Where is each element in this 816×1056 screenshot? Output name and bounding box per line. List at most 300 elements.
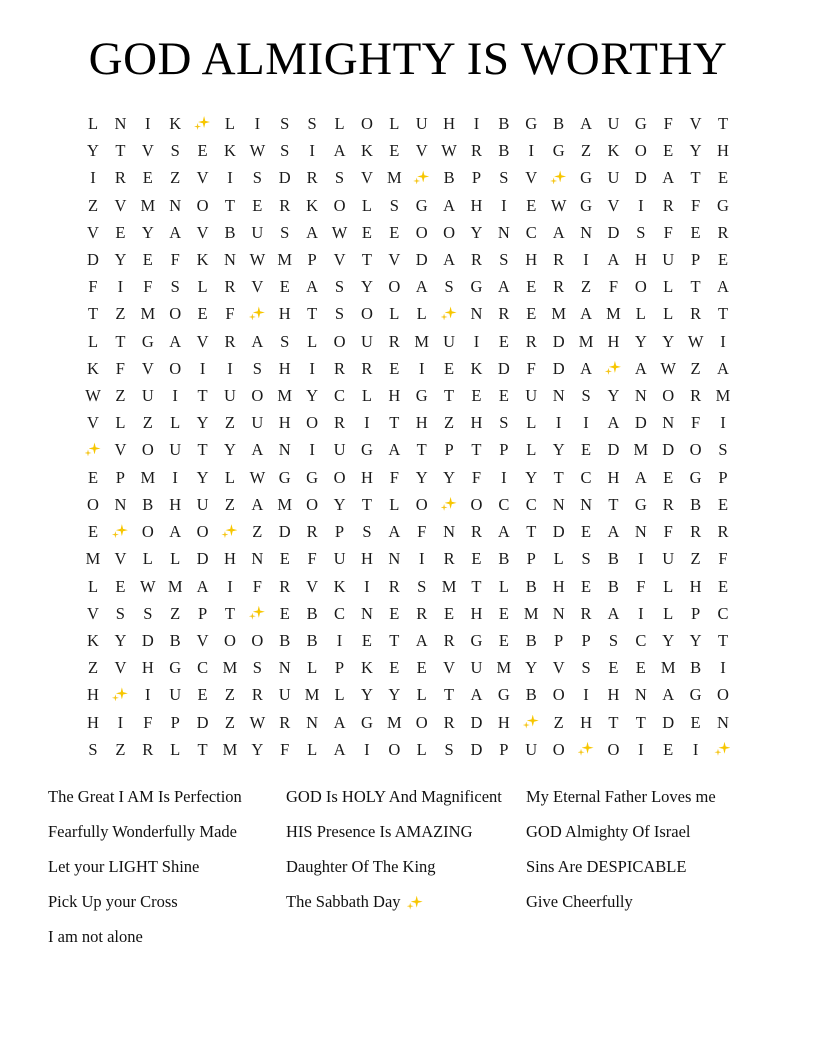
grid-cell-letter[interactable]: U [251,222,264,242]
grid-cell-letter[interactable]: R [470,522,482,542]
grid-cell-letter[interactable]: F [471,467,482,487]
grid-cell-letter[interactable]: V [87,413,99,433]
grid-cell-letter[interactable]: S [170,277,180,297]
grid-cell-letter[interactable]: E [717,576,729,596]
grid-cell-letter[interactable]: O [634,277,647,297]
grid-cell-letter[interactable]: I [638,603,644,623]
grid-cell-letter[interactable]: A [388,440,401,460]
grid-cell-letter[interactable]: S [280,331,290,351]
grid-cell-letter[interactable]: I [172,386,178,406]
grid-cell-letter[interactable]: U [141,386,154,406]
word-list-item[interactable]: I am not alone [48,926,143,946]
grid-cell-letter[interactable]: R [580,603,592,623]
grid-cell-sparkle[interactable] [107,681,134,708]
grid-cell-letter[interactable]: O [196,195,209,215]
grid-cell-letter[interactable]: B [498,549,510,569]
grid-cell-letter[interactable]: K [607,141,620,161]
grid-cell-letter[interactable]: D [470,712,483,732]
grid-cell-letter[interactable]: Z [115,386,126,406]
grid-cell-letter[interactable]: N [552,494,565,514]
grid-cell-letter[interactable]: E [580,576,592,596]
grid-cell-letter[interactable]: H [689,576,702,596]
grid-cell-letter[interactable]: R [334,413,346,433]
grid-cell-letter[interactable]: L [87,331,99,351]
grid-cell-letter[interactable]: K [196,250,209,270]
grid-cell-letter[interactable]: R [306,522,318,542]
grid-cell-letter[interactable]: S [280,222,290,242]
grid-cell-letter[interactable]: E [279,603,290,623]
grid-cell-letter[interactable]: H [717,141,729,161]
grid-cell-letter[interactable]: U [525,739,538,759]
grid-cell-letter[interactable]: Z [170,168,181,188]
grid-cell-letter[interactable]: A [717,277,729,297]
grid-cell-letter[interactable]: H [580,712,592,732]
grid-cell-letter[interactable]: I [117,277,124,297]
grid-cell-letter[interactable]: R [306,168,318,188]
grid-cell-letter[interactable]: G [169,658,182,678]
grid-cell-letter[interactable]: V [141,141,154,161]
grid-cell-letter[interactable]: U [169,440,182,460]
grid-cell-letter[interactable]: O [333,467,346,487]
grid-cell-letter[interactable]: D [415,250,428,270]
grid-cell-letter[interactable]: R [443,712,455,732]
grid-cell-letter[interactable]: D [278,522,291,542]
grid-cell-letter[interactable]: M [140,304,156,324]
grid-cell-letter[interactable]: E [361,222,372,242]
grid-cell-letter[interactable]: N [552,603,565,623]
grid-cell-letter[interactable]: L [526,413,537,433]
grid-cell-letter[interactable]: Y [306,386,319,406]
grid-cell-letter[interactable]: N [580,222,592,242]
grid-cell-letter[interactable]: W [249,712,266,732]
grid-cell-letter[interactable]: R [224,331,236,351]
grid-cell-letter[interactable]: C [525,222,537,242]
grid-cell-letter[interactable]: L [416,739,427,759]
grid-cell-letter[interactable]: O [169,358,182,378]
grid-cell-letter[interactable]: U [278,685,291,705]
grid-cell-letter[interactable]: F [608,277,619,297]
grid-cell-letter[interactable]: P [499,739,509,759]
grid-cell-letter[interactable]: V [689,114,702,134]
grid-cell-letter[interactable]: D [552,358,565,378]
grid-cell-letter[interactable]: S [499,250,509,270]
grid-cell-letter[interactable]: D [607,440,620,460]
grid-cell-letter[interactable]: F [170,250,180,270]
grid-cell-letter[interactable]: Y [333,494,346,514]
grid-cell-letter[interactable]: A [443,250,456,270]
grid-cell-letter[interactable]: O [360,114,373,134]
grid-cell-letter[interactable]: R [717,522,729,542]
grid-cell-letter[interactable]: E [361,630,372,650]
grid-cell-letter[interactable]: H [415,413,428,433]
grid-cell-letter[interactable]: A [580,114,592,134]
grid-cell-letter[interactable]: L [635,304,646,324]
grid-cell-letter[interactable]: P [115,467,125,487]
grid-cell-letter[interactable]: L [170,739,181,759]
grid-cell-letter[interactable]: I [90,168,96,188]
grid-cell-letter[interactable]: Y [196,467,209,487]
grid-cell-letter[interactable]: T [197,739,208,759]
grid-cell-letter[interactable]: Z [87,658,99,678]
grid-cell-letter[interactable]: N [278,658,291,678]
grid-cell-letter[interactable]: G [634,114,647,134]
grid-cell-letter[interactable]: Y [251,739,264,759]
grid-cell-letter[interactable]: F [691,195,701,215]
grid-cell-letter[interactable]: A [251,494,264,514]
grid-cell-letter[interactable]: S [581,658,591,678]
grid-cell-letter[interactable]: T [717,630,729,650]
grid-cell-letter[interactable]: T [389,413,400,433]
grid-cell-letter[interactable]: B [607,549,619,569]
grid-cell-letter[interactable]: A [607,413,620,433]
grid-cell-letter[interactable]: E [690,222,701,242]
grid-cell-letter[interactable]: T [307,304,318,324]
grid-cell-letter[interactable]: L [498,576,509,596]
grid-cell-letter[interactable]: V [87,222,99,242]
grid-cell-letter[interactable]: B [443,168,455,188]
grid-cell-letter[interactable]: R [279,712,291,732]
grid-cell-letter[interactable]: R [443,549,455,569]
grid-cell-letter[interactable]: A [580,304,592,324]
grid-cell-letter[interactable]: F [143,277,153,297]
grid-cell-letter[interactable]: Z [115,739,126,759]
grid-cell-letter[interactable]: D [497,358,510,378]
grid-cell-letter[interactable]: D [634,168,647,188]
grid-cell-letter[interactable]: M [715,386,731,406]
grid-cell-sparkle[interactable] [244,300,271,327]
grid-cell-letter[interactable]: R [690,522,702,542]
grid-cell-letter[interactable]: W [331,222,348,242]
grid-cell-letter[interactable]: E [663,467,674,487]
grid-cell-sparkle[interactable] [244,600,271,627]
grid-cell-letter[interactable]: Y [360,277,373,297]
grid-cell-letter[interactable]: P [307,250,317,270]
grid-cell-letter[interactable]: N [443,522,456,542]
grid-cell-letter[interactable]: I [418,549,425,569]
grid-cell-sparkle[interactable] [545,164,572,191]
grid-cell-letter[interactable]: O [388,739,401,759]
grid-cell-letter[interactable]: B [525,576,537,596]
grid-cell-letter[interactable]: S [362,522,372,542]
grid-cell-letter[interactable]: T [361,250,372,270]
grid-cell-letter[interactable]: L [142,549,153,569]
grid-cell-letter[interactable]: F [718,549,728,569]
grid-cell-letter[interactable]: E [142,250,153,270]
grid-cell-letter[interactable]: S [499,413,509,433]
grid-cell-letter[interactable]: F [225,304,235,324]
grid-cell-letter[interactable]: R [662,494,674,514]
grid-cell-letter[interactable]: E [444,358,455,378]
grid-cell-letter[interactable]: L [663,576,674,596]
grid-cell-letter[interactable]: R [662,195,674,215]
grid-cell-sparkle[interactable] [216,518,243,545]
grid-cell-letter[interactable]: B [306,603,318,623]
grid-cell-letter[interactable]: T [444,386,455,406]
word-list-item[interactable]: Let your LIGHT Shine [48,856,200,876]
grid-cell-letter[interactable]: I [364,413,370,433]
grid-cell-letter[interactable]: I [583,250,589,270]
grid-cell-letter[interactable]: S [280,114,290,134]
grid-cell-letter[interactable]: L [663,277,674,297]
grid-cell-letter[interactable]: R [470,141,482,161]
grid-cell-letter[interactable]: I [145,114,151,134]
grid-cell-letter[interactable]: H [607,467,620,487]
grid-cell-letter[interactable]: M [386,712,402,732]
grid-cell-letter[interactable]: F [417,522,427,542]
grid-cell-letter[interactable]: R [498,304,510,324]
grid-cell-letter[interactable]: P [197,603,208,623]
grid-cell-letter[interactable]: Z [142,413,153,433]
grid-cell-letter[interactable]: R [114,168,126,188]
grid-cell-letter[interactable]: P [170,712,180,732]
grid-cell-letter[interactable]: A [333,141,346,161]
grid-cell-letter[interactable]: M [496,658,512,678]
grid-cell-letter[interactable]: M [414,331,430,351]
grid-cell-letter[interactable]: K [470,358,483,378]
grid-cell-letter[interactable]: D [141,630,154,650]
grid-cell-letter[interactable]: L [334,114,345,134]
grid-cell-letter[interactable]: F [526,358,536,378]
grid-cell-letter[interactable]: A [607,522,620,542]
grid-cell-sparkle[interactable] [572,736,599,763]
grid-cell-letter[interactable]: A [333,739,346,759]
grid-cell-letter[interactable]: L [663,304,674,324]
grid-cell-letter[interactable]: T [197,386,208,406]
grid-cell-letter[interactable]: W [140,576,156,596]
grid-cell-letter[interactable]: F [252,576,262,596]
word-list-item[interactable]: Sins Are DESPICABLE [526,856,687,876]
grid-cell-letter[interactable]: S [718,440,728,460]
grid-cell-letter[interactable]: R [361,358,373,378]
grid-cell-letter[interactable]: M [222,739,238,759]
grid-cell-letter[interactable]: S [307,114,317,134]
grid-cell-letter[interactable]: U [525,386,538,406]
grid-cell-letter[interactable]: V [114,195,127,215]
grid-cell-letter[interactable]: T [717,114,729,134]
grid-cell-letter[interactable]: S [280,141,290,161]
grid-cell-letter[interactable]: O [251,630,264,650]
grid-cell-letter[interactable]: R [334,358,346,378]
grid-cell-letter[interactable]: S [88,739,98,759]
grid-cell-letter[interactable]: S [115,603,125,623]
grid-cell-letter[interactable]: B [306,630,318,650]
grid-cell-letter[interactable]: T [608,712,619,732]
grid-cell-letter[interactable]: F [88,277,98,297]
grid-cell-letter[interactable]: M [277,250,293,270]
grid-cell-letter[interactable]: T [224,603,235,623]
grid-cell-letter[interactable]: P [499,440,509,460]
grid-cell-letter[interactable]: D [607,222,620,242]
grid-cell-letter[interactable]: T [444,685,455,705]
grid-cell-letter[interactable]: H [278,413,291,433]
grid-cell-letter[interactable]: O [689,440,702,460]
grid-cell-letter[interactable]: L [197,277,208,297]
grid-cell-letter[interactable]: E [526,277,537,297]
grid-cell-letter[interactable]: T [115,141,126,161]
grid-cell-letter[interactable]: U [662,250,675,270]
grid-cell-letter[interactable]: F [691,413,701,433]
word-list-item[interactable]: My Eternal Father Loves me [526,786,716,806]
grid-cell-letter[interactable]: A [169,522,182,542]
grid-cell-letter[interactable]: L [307,658,318,678]
grid-cell-letter[interactable]: Y [141,222,154,242]
grid-cell-letter[interactable]: E [526,195,537,215]
grid-cell-letter[interactable]: O [388,277,401,297]
grid-cell-letter[interactable]: V [360,168,373,188]
grid-cell-letter[interactable]: D [552,331,565,351]
grid-cell-letter[interactable]: P [471,168,482,188]
grid-cell-letter[interactable]: S [334,304,345,324]
grid-cell-letter[interactable]: M [523,603,539,623]
grid-cell-letter[interactable]: R [142,739,154,759]
grid-cell-letter[interactable]: T [635,712,646,732]
grid-cell-letter[interactable]: L [389,494,400,514]
grid-cell-letter[interactable]: A [306,222,319,242]
grid-cell-letter[interactable]: D [278,168,291,188]
grid-cell-letter[interactable]: P [691,603,701,623]
grid-cell-letter[interactable]: I [638,739,644,759]
grid-cell-letter[interactable]: H [470,603,483,623]
grid-cell-letter[interactable]: O [224,630,236,650]
grid-cell-letter[interactable]: L [170,413,181,433]
grid-cell-letter[interactable]: H [87,685,99,705]
grid-cell-letter[interactable]: G [278,467,291,487]
grid-cell-letter[interactable]: K [87,630,99,650]
grid-cell-letter[interactable]: Y [87,141,99,161]
grid-cell-letter[interactable]: A [251,331,264,351]
grid-cell-letter[interactable]: N [360,603,373,623]
grid-cell-letter[interactable]: G [552,141,565,161]
grid-cell-letter[interactable]: R [470,250,482,270]
grid-cell-letter[interactable]: D [662,440,675,460]
grid-cell-letter[interactable]: P [691,250,701,270]
grid-cell-letter[interactable]: E [498,630,509,650]
grid-cell-letter[interactable]: A [415,277,428,297]
grid-cell-letter[interactable]: M [277,494,293,514]
grid-cell-sparkle[interactable] [600,355,627,382]
grid-cell-letter[interactable]: E [389,222,400,242]
grid-cell-letter[interactable]: H [360,467,373,487]
grid-cell-letter[interactable]: G [717,195,729,215]
grid-cell-letter[interactable]: M [606,304,621,324]
grid-cell-letter[interactable]: M [441,576,457,596]
grid-cell-letter[interactable]: N [634,522,647,542]
grid-cell-letter[interactable]: Y [224,440,236,460]
grid-cell-letter[interactable]: G [525,114,538,134]
grid-cell-letter[interactable]: M [167,576,183,596]
grid-cell-letter[interactable]: E [580,440,592,460]
grid-cell-letter[interactable]: S [334,168,345,188]
grid-cell-letter[interactable]: T [553,467,564,487]
grid-cell-letter[interactable]: A [552,222,565,242]
grid-cell-letter[interactable]: I [473,114,480,134]
grid-cell-letter[interactable]: R [553,277,565,297]
grid-cell-letter[interactable]: G [470,630,483,650]
grid-cell-letter[interactable]: Y [525,467,538,487]
grid-cell-letter[interactable]: N [306,712,319,732]
grid-cell-letter[interactable]: K [360,141,373,161]
grid-cell-letter[interactable]: I [692,739,699,759]
grid-cell-letter[interactable]: F [280,739,290,759]
grid-cell-letter[interactable]: U [333,549,346,569]
grid-cell-letter[interactable]: A [497,277,510,297]
grid-cell-letter[interactable]: I [364,576,370,596]
grid-cell-letter[interactable]: I [638,195,644,215]
grid-cell-letter[interactable]: M [85,549,101,569]
grid-cell-letter[interactable]: G [415,386,428,406]
grid-cell-letter[interactable]: F [663,222,673,242]
grid-cell-letter[interactable]: H [169,494,182,514]
grid-cell-letter[interactable]: C [334,603,346,623]
grid-cell-letter[interactable]: O [717,685,729,705]
grid-cell-letter[interactable]: E [389,603,400,623]
grid-cell-letter[interactable]: O [333,195,346,215]
grid-cell-letter[interactable]: O [141,440,154,460]
grid-cell-letter[interactable]: E [87,522,99,542]
grid-cell-letter[interactable]: I [227,358,233,378]
grid-cell-letter[interactable]: I [172,467,178,487]
grid-cell-letter[interactable]: T [526,522,537,542]
grid-cell-letter[interactable]: L [361,195,372,215]
grid-cell-letter[interactable]: L [307,739,318,759]
grid-cell-letter[interactable]: T [115,331,126,351]
grid-cell-letter[interactable]: N [224,250,236,270]
grid-cell-letter[interactable]: H [607,685,620,705]
grid-cell-letter[interactable]: B [224,222,236,242]
grid-cell-letter[interactable]: R [717,222,729,242]
grid-cell-letter[interactable]: I [254,114,261,134]
grid-cell-sparkle[interactable] [518,709,545,736]
grid-cell-letter[interactable]: M [386,168,402,188]
grid-cell-letter[interactable]: O [251,386,264,406]
grid-cell-letter[interactable]: R [443,630,455,650]
grid-cell-letter[interactable]: V [141,358,154,378]
grid-cell-letter[interactable]: E [471,549,482,569]
grid-cell-letter[interactable]: Y [443,467,456,487]
grid-cell-letter[interactable]: Y [525,658,538,678]
grid-cell-letter[interactable]: D [196,712,209,732]
grid-cell-letter[interactable]: N [251,549,264,569]
grid-cell-letter[interactable]: N [114,494,127,514]
grid-cell-letter[interactable]: C [717,603,729,623]
grid-cell-letter[interactable]: Y [470,222,483,242]
grid-cell-letter[interactable]: F [143,712,153,732]
grid-cell-letter[interactable]: N [717,712,729,732]
word-list-item[interactable]: Daughter Of The King [286,856,436,876]
grid-cell-letter[interactable]: D [662,712,675,732]
grid-cell-letter[interactable]: G [306,467,319,487]
grid-cell-letter[interactable]: G [415,195,428,215]
grid-cell-letter[interactable]: Y [415,467,428,487]
grid-cell-letter[interactable]: N [634,685,647,705]
grid-cell-letter[interactable]: R [388,331,400,351]
grid-cell-letter[interactable]: A [251,440,264,460]
grid-cell-letter[interactable]: E [526,304,537,324]
grid-cell-sparkle[interactable] [435,491,462,518]
grid-cell-letter[interactable]: V [388,250,401,270]
grid-cell-letter[interactable]: V [415,141,428,161]
grid-cell-letter[interactable]: O [169,304,182,324]
grid-cell-letter[interactable]: B [690,494,702,514]
grid-cell-letter[interactable]: G [470,277,483,297]
grid-cell-letter[interactable]: N [470,304,483,324]
grid-cell-letter[interactable]: G [497,685,510,705]
grid-cell-letter[interactable]: E [197,304,208,324]
grid-cell-letter[interactable]: E [389,141,400,161]
grid-cell-letter[interactable]: I [555,413,562,433]
grid-cell-letter[interactable]: Z [690,358,701,378]
grid-cell-letter[interactable]: C [580,467,592,487]
